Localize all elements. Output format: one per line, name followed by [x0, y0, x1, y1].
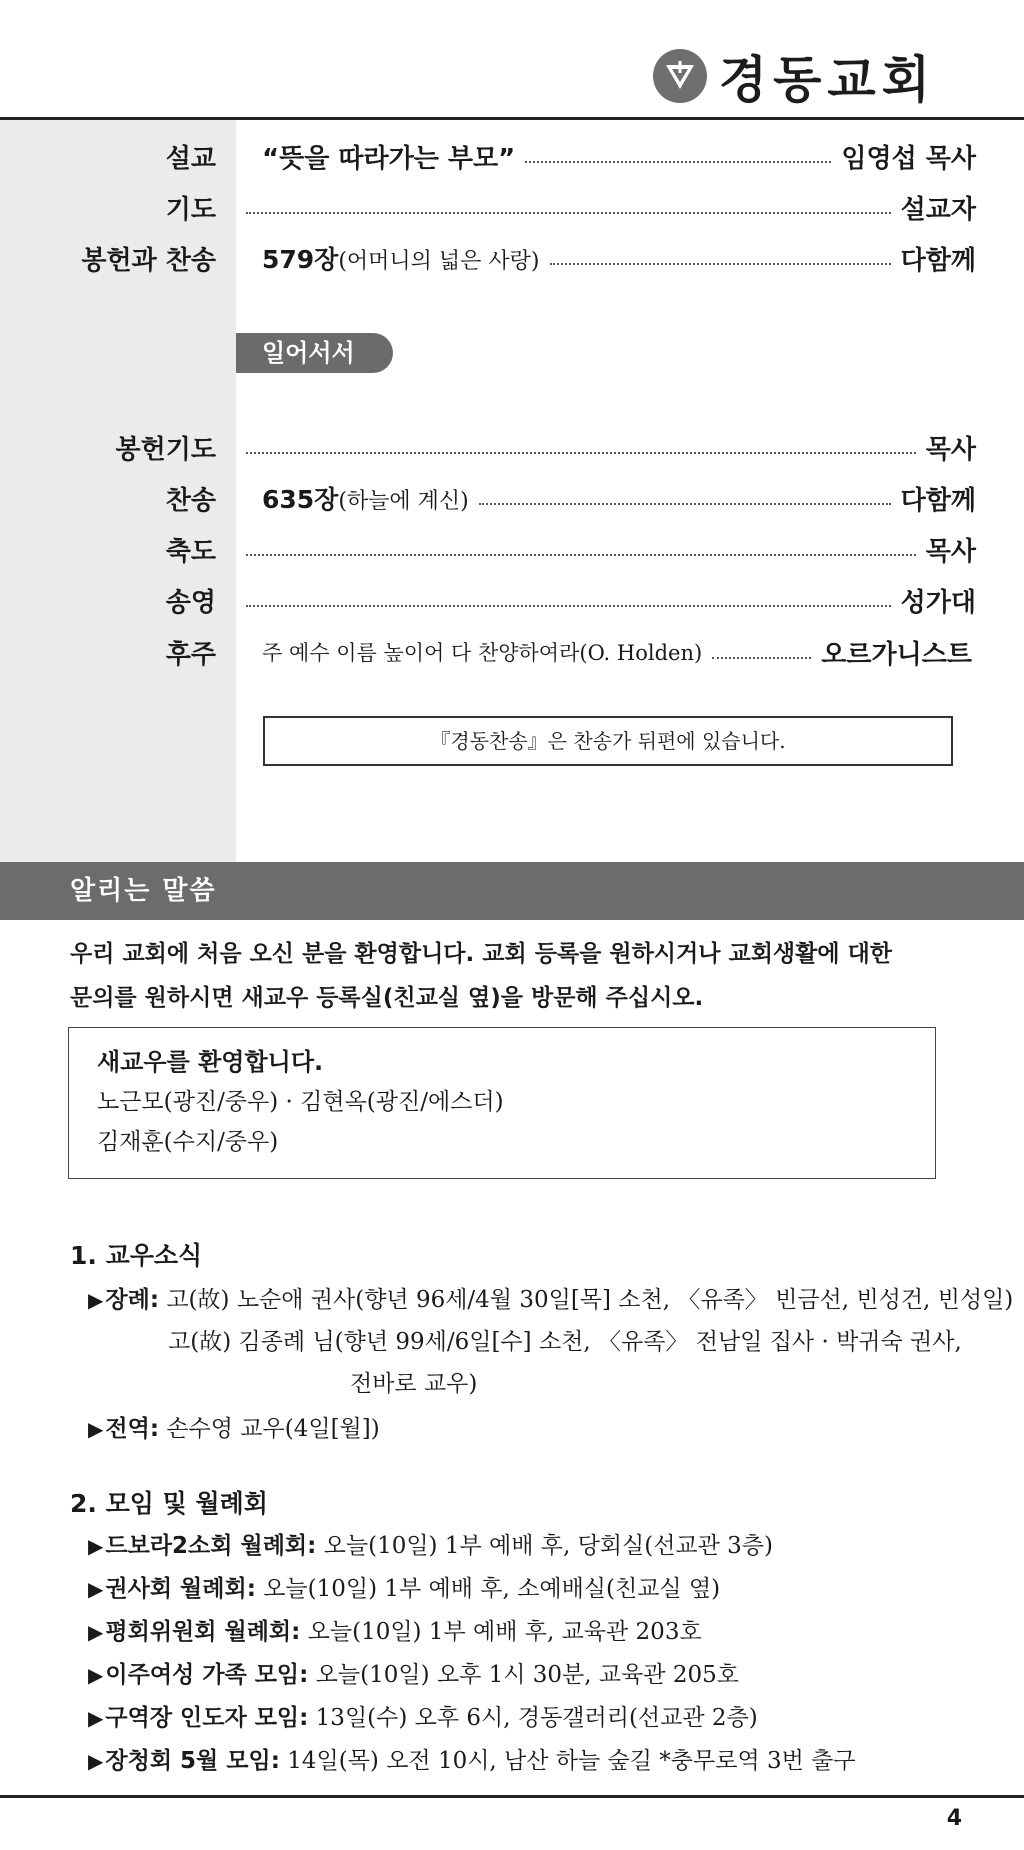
item-text: 13일(수) 오후 6시, 경동갤러리(선교관 2층): [315, 1705, 758, 1731]
item-label: 권사회 월례회:: [105, 1576, 256, 1602]
page-header: [0, 0, 1024, 119]
item-label: 드보라2소회 월례회:: [105, 1533, 317, 1559]
service-leader: 오르가니스트: [821, 639, 972, 670]
service-leader: 성가대: [900, 587, 976, 618]
welcome-line: 문의를 원하시면 새교우 등록실(친교실 옆)을 방문해 주십시오.: [70, 985, 704, 1011]
item-text: 고(故) 노순애 권사(향년 96세/4월 30일[목] 소천, 〈유족〉 빈금선, 빈성건, 빈성일): [166, 1287, 1014, 1313]
item-text: 오늘(10일) 1부 예배 후, 당회실(선교관 3층): [323, 1533, 774, 1559]
meeting-item: [88, 1656, 739, 1689]
newcomers-heading: 새교우를 환영합니다.: [97, 1048, 324, 1076]
service-leader: 설교자: [900, 194, 976, 225]
service-label: 찬송: [165, 485, 216, 516]
meeting-item: [88, 1527, 773, 1560]
announcements-header-bar: [0, 862, 1024, 920]
page-number: 4: [946, 1806, 962, 1831]
service-leader: 목사: [925, 434, 976, 465]
funeral-item: [88, 1281, 1013, 1314]
service-row-offering-hymn: [0, 236, 1024, 280]
dot-leader: [550, 263, 891, 265]
item-text: 오늘(10일) 1부 예배 후, 소예배실(친교실 옆): [263, 1576, 721, 1602]
hymn-info: [262, 240, 540, 276]
hymnal-note-box: 『경동찬송』은 찬송가 뒤편에 있습니다.: [263, 716, 953, 766]
dot-leader: [525, 161, 831, 163]
announcements-title: 알리는 말씀: [70, 876, 217, 906]
service-leader: 목사: [925, 536, 976, 567]
item-label: 이주여성 가족 모임:: [105, 1662, 309, 1688]
hymn-title: (하늘에 계신): [338, 489, 469, 514]
dot-leader: [712, 657, 811, 659]
sermon-title: “뜻을 따라가는 부모”: [262, 143, 516, 174]
service-leader: 임영섭 목사: [841, 143, 976, 174]
service-label: 축도: [165, 536, 216, 567]
section-heading-member-news: 1. 교우소식: [70, 1241, 203, 1270]
church-name: 경동교회: [718, 51, 936, 109]
arrow-icon: ▶: [88, 1577, 104, 1601]
funeral-item-2-cont: 전바로 교우): [350, 1371, 478, 1397]
arrow-icon: ▶: [88, 1620, 104, 1644]
arrow-icon: ▶: [88, 1534, 104, 1558]
section-heading-meetings: 2. 모임 및 월례회: [70, 1489, 268, 1518]
meeting-item: [88, 1570, 720, 1603]
hymn-info: [262, 480, 469, 516]
newcomers-box: [68, 1027, 936, 1179]
dot-leader: [246, 605, 891, 607]
service-row-doxology: [0, 578, 1024, 622]
service-label: 봉헌과 찬송: [81, 245, 216, 276]
item-label: 장청회 5월 모임:: [105, 1748, 280, 1774]
arrow-icon: ▶: [88, 1417, 104, 1441]
arrow-icon: ▶: [88, 1663, 104, 1687]
item-label: 평회위원회 월례회:: [105, 1619, 301, 1645]
item-text: 14일(목) 오전 10시, 남산 하늘 숲길 *충무로역 3번 출구: [287, 1748, 856, 1774]
arrow-icon: ▶: [88, 1706, 104, 1730]
arrow-icon: ▶: [88, 1749, 104, 1773]
service-row-hymn: [0, 476, 1024, 520]
service-row-prayer: [0, 185, 1024, 229]
church-emblem-icon: [653, 49, 707, 103]
item-label: 전역:: [105, 1416, 160, 1442]
item-text: 오늘(10일) 1부 예배 후, 교육관 203호: [307, 1619, 702, 1645]
dot-leader: [246, 452, 916, 454]
service-leader: 다함께: [900, 245, 976, 276]
hymn-title: (어머니의 넓은 사랑): [338, 249, 540, 274]
service-row-postlude: [0, 630, 1024, 674]
service-leader: 다함께: [900, 485, 976, 516]
service-label: 후주: [165, 639, 216, 670]
transfer-item: [88, 1410, 380, 1443]
church-logo: [653, 40, 936, 112]
stand-up-badge: 일어서서: [236, 333, 393, 373]
service-row-sermon: [0, 134, 1024, 178]
arrow-icon: ▶: [88, 1288, 104, 1312]
welcome-line: 우리 교회에 처음 오신 분을 환영합니다. 교회 등록을 원하시거나 교회생활에 대한: [70, 941, 893, 967]
dot-leader: [479, 503, 891, 505]
item-label: 장례:: [105, 1287, 160, 1313]
dot-leader: [246, 212, 891, 214]
footer-divider: [0, 1795, 1024, 1798]
newcomers-line: 김재훈(수지/중우): [97, 1129, 279, 1155]
item-text: 손수영 교우(4일[월]): [166, 1416, 380, 1442]
welcome-message: [70, 932, 970, 1020]
funeral-item-2: 고(故) 김종례 님(향년 99세/6일[수] 소천, 〈유족〉 전남일 집사 · 박귀숙 권사,: [168, 1329, 962, 1355]
hymn-number: 579장: [262, 245, 339, 274]
service-label: 설교: [165, 143, 216, 174]
item-text: 오늘(10일) 오후 1시 30분, 교육관 205호: [315, 1662, 739, 1688]
service-label: 봉헌기도: [115, 434, 216, 465]
dot-leader: [246, 554, 916, 556]
meeting-item: [88, 1742, 856, 1775]
newcomers-line: 노근모(광진/중우) · 김현옥(광진/에스더): [97, 1089, 504, 1115]
service-row-offering-prayer: [0, 425, 1024, 469]
service-label: 기도: [165, 194, 216, 225]
service-row-benediction: [0, 527, 1024, 571]
hymn-number: 635장: [262, 485, 339, 514]
item-label: 구역장 인도자 모임:: [105, 1705, 309, 1731]
meeting-item: [88, 1613, 702, 1646]
postlude-title: 주 예수 이름 높이어 다 찬양하여라(O. Holden): [262, 641, 703, 665]
meeting-item: [88, 1699, 758, 1732]
service-label: 송영: [165, 587, 216, 618]
